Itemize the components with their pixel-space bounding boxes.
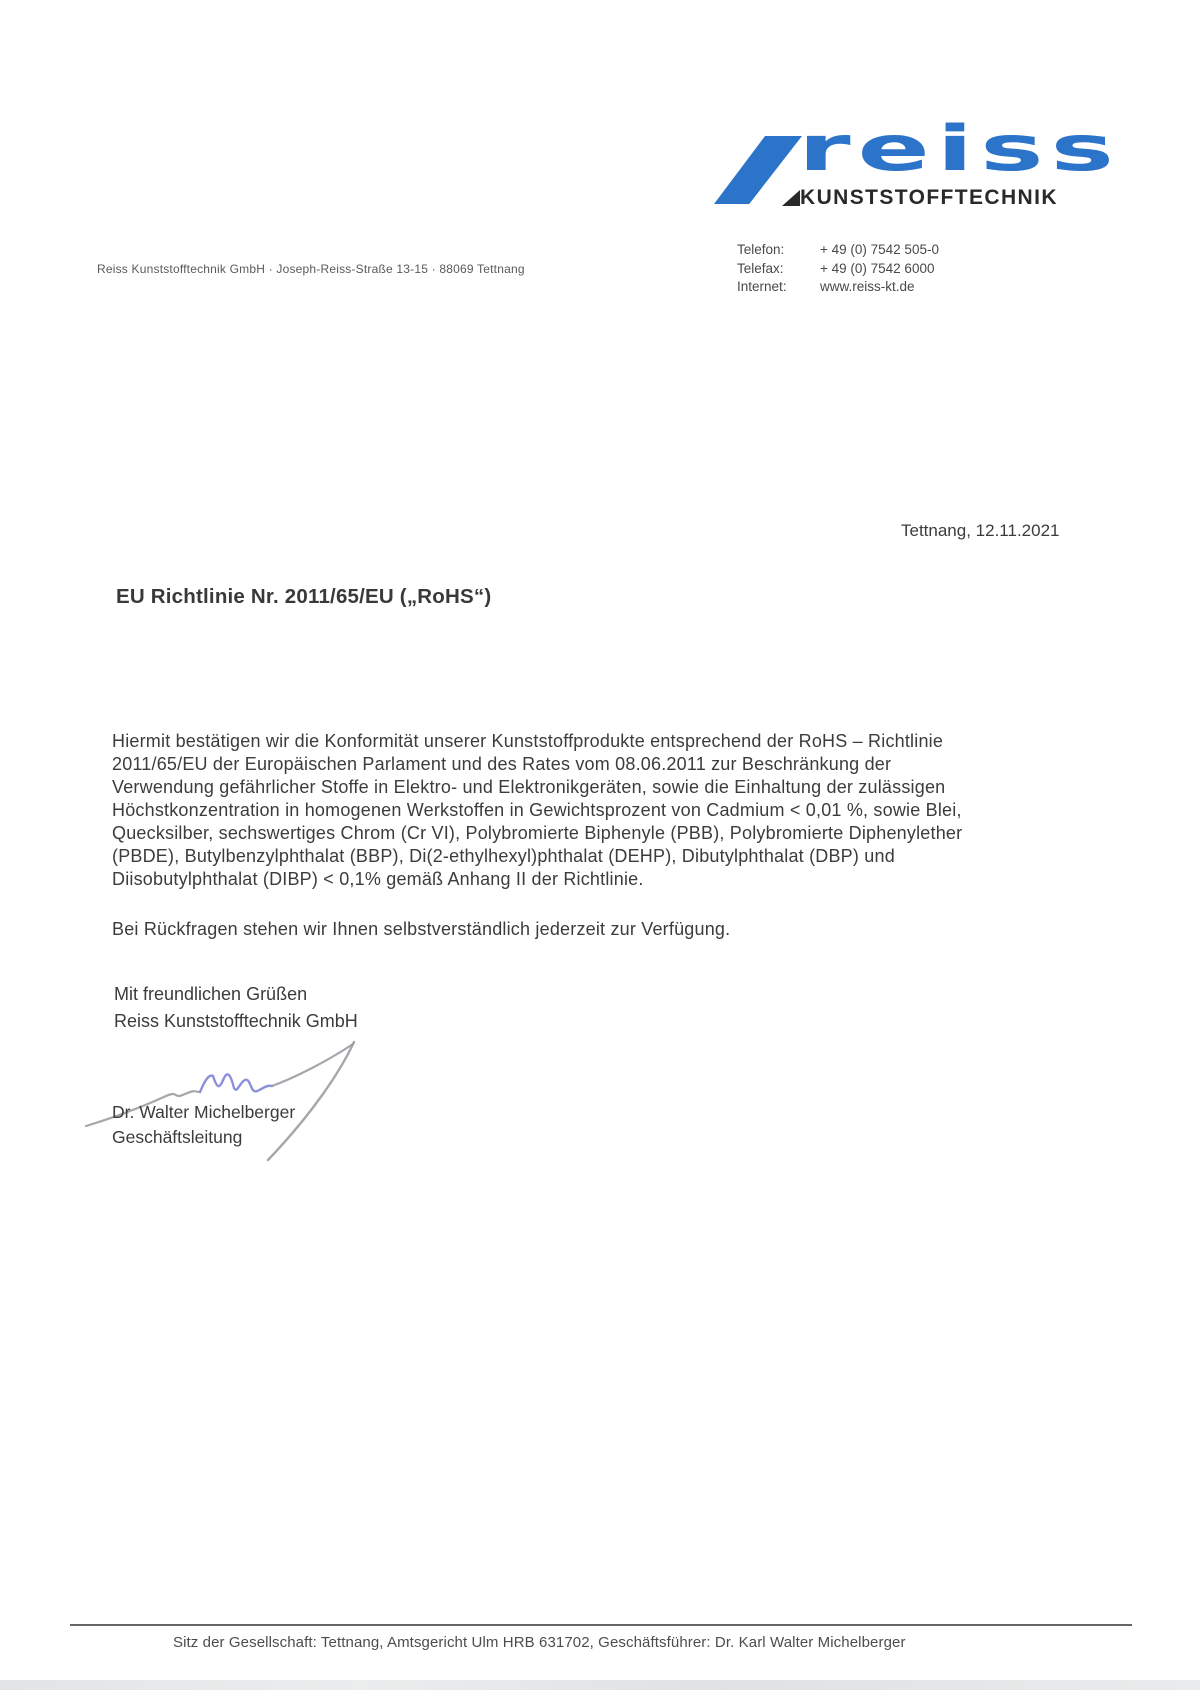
contact-value: + 49 (0) 7542 6000: [820, 260, 935, 276]
body-paragraph: [112, 730, 1102, 891]
logo-wordmark: reiss: [798, 112, 1121, 185]
contact-row-telefon: [737, 241, 939, 260]
contact-label: Telefon:: [737, 242, 785, 257]
closing-block: [114, 981, 358, 1035]
body-line: Höchstkonzentration in homogenen Werkstoffen in Gewichtsprozent von Cadmium < 0,01 %, sowie Blei,: [112, 800, 962, 820]
body-line: Diisobutylphthalat (DIBP) < 0,1% gemäß Anhang II der Richtlinie.: [112, 869, 644, 889]
scan-artifact-band: [0, 1680, 1200, 1690]
body-line: Verwendung gefährlicher Stoffe in Elektro- und Elektronikgeräten, sowie die Einhaltung der zulässigen: [112, 777, 946, 797]
footer-divider: [70, 1624, 1132, 1626]
body-line: Hiermit bestätigen wir die Konformität unserer Kunststoffprodukte entsprechend der RoHS – Richtlinie: [112, 731, 944, 751]
logo-subtitle-triangle-icon: [782, 190, 800, 206]
contact-block: [737, 241, 939, 297]
contact-row-telefax: [737, 260, 939, 279]
contact-value: www.reiss-kt.de: [820, 279, 915, 294]
signatory-block: [112, 1100, 295, 1150]
contact-label: Internet:: [737, 279, 787, 294]
footer-legal-text: Sitz der Gesellschaft: Tettnang, Amtsgericht Ulm HRB 631702, Geschäftsführer: Dr. Karl Walter Michelberger: [173, 1634, 906, 1651]
closing-paragraph: Bei Rückfragen stehen wir Ihnen selbstverständlich jederzeit zur Verfügung.: [112, 919, 731, 939]
dateline: Tettnang, 12.11.2021: [901, 521, 1060, 540]
subject-line: EU Richtlinie Nr. 2011/65/EU („RoHS“): [116, 585, 492, 608]
contact-label: Telefax:: [737, 260, 784, 276]
body-line: Quecksilber, sechswertiges Chrom (Cr VI), Polybromierte Biphenyle (PBB), Polybromierte Diphenylether: [112, 823, 963, 843]
company-logo: [714, 112, 1121, 212]
contact-row-internet: [737, 278, 939, 297]
body-line: (PBDE), Butylbenzylphthalat (BBP), Di(2-ethylhexyl)phthalat (DEHP), Dibutylphthalat (DBP) und: [112, 846, 895, 866]
body-line: 2011/65/EU der Europäischen Parlament und des Rates vom 08.06.2011 zur Beschränkung der: [112, 754, 892, 774]
logo-triangle-icon: [714, 136, 802, 204]
sender-address-line: Reiss Kunststofftechnik GmbH · Joseph-Reiss-Straße 13-15 · 88069 Tettnang: [97, 262, 525, 276]
signatory-name: Dr. Walter Michelberger: [112, 1102, 296, 1122]
contact-value: + 49 (0) 7542 505-0: [820, 242, 939, 257]
closing-company: Reiss Kunststofftechnik GmbH: [114, 1011, 358, 1031]
closing-greeting: Mit freundlichen Grüßen: [114, 984, 308, 1004]
logo-subtitle: KUNSTSTOFFTECHNIK: [800, 186, 1058, 209]
signatory-title: Geschäftsleitung: [112, 1127, 243, 1147]
